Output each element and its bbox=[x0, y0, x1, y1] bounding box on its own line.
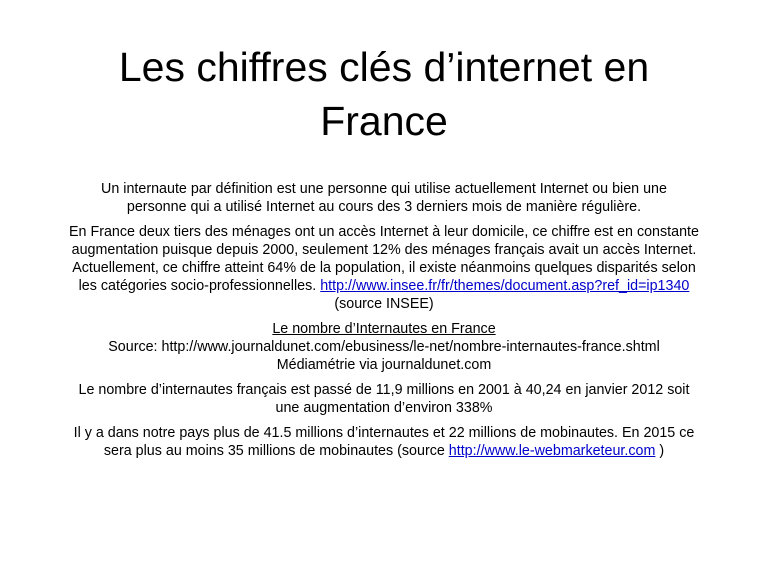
internautes-heading: Le nombre d’Internautes en France bbox=[272, 321, 496, 337]
growth-line-1: Le nombre d’internautes français est passé de 11,9 millions en 2001 à 40,24 en janvier 2012 soit bbox=[78, 382, 690, 398]
mobinautes-line-1: Il y a dans notre pays plus de 41.5 millions d’internautes et 22 millions de mobinautes. En 2015 ce bbox=[73, 425, 695, 441]
slide-title bbox=[60, 40, 708, 148]
households-line-4-text: les catégories socio-professionnelles. bbox=[78, 278, 321, 294]
mobinautes-line-2 bbox=[30, 442, 738, 460]
slide-body bbox=[30, 180, 738, 467]
title-line-2: France bbox=[320, 98, 448, 144]
definition-line-2: personne qui a utilisé Internet au cours des 3 derniers mois de manière régulière. bbox=[126, 199, 642, 215]
definition-line-1: Un internaute par définition est une personne qui utilise actuellement Internet ou bien une bbox=[101, 181, 667, 197]
households-source: (source INSEE) bbox=[334, 296, 434, 312]
title-line-1: Les chiffres clés d’internet en bbox=[118, 44, 650, 90]
mobinautes-line-2-end: ) bbox=[655, 443, 665, 459]
mediametrie-source-line: Médiamétrie via journaldunet.com bbox=[276, 357, 492, 373]
growth-line-2: une augmentation d’environ 338% bbox=[275, 400, 493, 416]
households-line-4 bbox=[30, 277, 738, 295]
households-paragraph bbox=[30, 223, 738, 313]
webmarketeur-link[interactable]: http://www.le-webmarketeur.com bbox=[448, 443, 656, 459]
households-line-3: Actuellement, ce chiffre atteint 64% de la population, il existe néanmoins quelques disparités selon bbox=[72, 260, 696, 276]
definition-paragraph bbox=[30, 180, 738, 216]
households-line-2: augmentation puisque depuis 2000, seulement 12% des ménages français avait un accès Internet. bbox=[71, 242, 697, 258]
households-line-1: En France deux tiers des ménages ont un accès Internet à leur domicile, ce chiffre est en constante bbox=[69, 224, 699, 240]
mobinautes-line-2-text: sera plus au moins 35 millions de mobinautes (source bbox=[103, 443, 449, 459]
journaldunet-source-line: Source: http://www.journaldunet.com/ebusiness/le-net/nombre-internautes-france.shtml bbox=[108, 339, 660, 355]
mobinautes-paragraph bbox=[30, 424, 738, 460]
growth-paragraph bbox=[30, 381, 738, 417]
internautes-count-paragraph bbox=[30, 320, 738, 374]
insee-link[interactable]: http://www.insee.fr/fr/themes/document.asp?ref_id=ip1340 bbox=[320, 278, 690, 294]
